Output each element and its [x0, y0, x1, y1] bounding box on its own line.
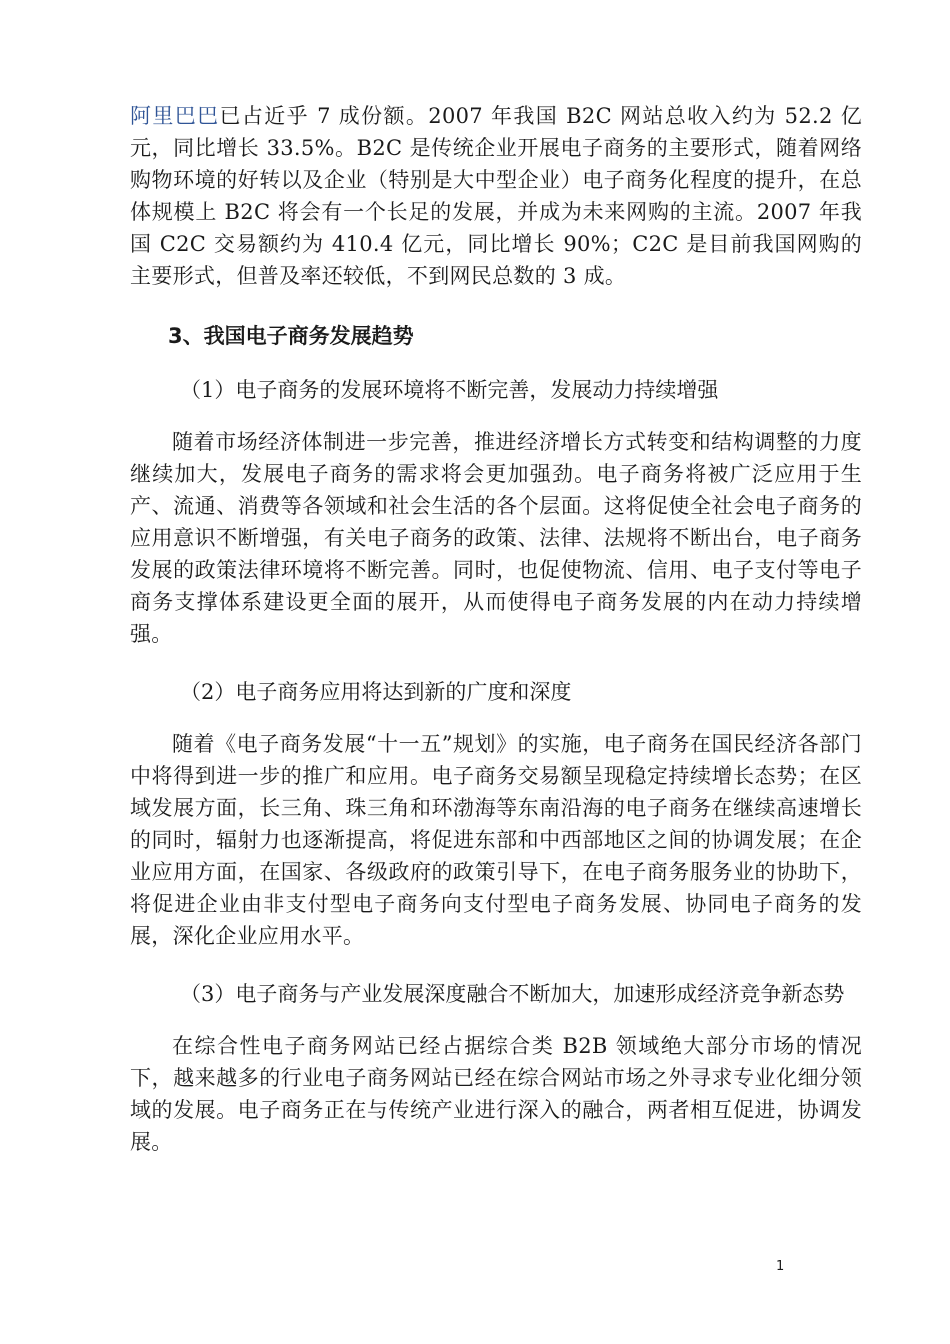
section-heading: 3、我国电子商务发展趋势 — [168, 324, 414, 348]
page-number: 1 — [776, 1259, 785, 1274]
intro-paragraph — [130, 100, 862, 292]
intro-text: 已占近乎 7 成份额。2007 年我国 B2C 网站总收入约为 52.2 亿元，同比增长 33.5%。B2C 是传统企业开展电子商务的主要形式，随着网络购物环境的好转以及企业（特别是大中型企业）电子商务化程度的提升，在总体规模上 B2C 将会有一个长足的发展，并成为未来网购的主流。2007 年我国 C2C 交易额约为 410.4 亿元，同比增长 90%；C2C 是目前我国网购的主要形式，但普及率还较低，不到网民总数的 3 成。 — [130, 104, 862, 288]
alibaba-link-text: 阿里巴巴 — [130, 104, 220, 128]
subheading-3: （3）电子商务与产业发展深度融合不断加大，加速形成经济竞争新态势 — [180, 982, 845, 1006]
paragraph-3: 在综合性电子商务网站已经占据综合类 B2B 领域绝大部分市场的情况下，越来越多的行业电子商务网站已经在综合网站市场之外寻求专业化细分领域的发展。电子商务正在与传统产业进行深入的融合，两者相互促进，协调发展。 — [130, 1034, 862, 1154]
paragraph-1: 随着市场经济体制进一步完善，推进经济增长方式转变和结构调整的力度继续加大，发展电子商务的需求将会更加强劲。电子商务将被广泛应用于生产、流通、消费等各领域和社会生活的各个层面。这将促使全社会电子商务的应用意识不断增强，有关电子商务的政策、法律、法规将不断出台，电子商务发展的政策法律环境将不断完善。同时，也促使物流、信用、电子支付等电子商务支撑体系建设更全面的展开，从而使得电子商务发展的内在动力持续增强。 — [130, 430, 862, 646]
document-body — [130, 100, 862, 1158]
paragraph-2: 随着《电子商务发展“十一五”规划》的实施，电子商务在国民经济各部门中将得到进一步的推广和应用。电子商务交易额呈现稳定持续增长态势；在区域发展方面，长三角、珠三角和环渤海等东南沿海的电子商务在继续高速增长的同时，辐射力也逐渐提高，将促进东部和中西部地区之间的协调发展；在企业应用方面，在国家、各级政府的政策引导下，在电子商务服务业的协助下，将促进企业由非支付型电子商务向支付型电子商务发展、协同电子商务的发展，深化企业应用水平。 — [130, 732, 862, 948]
subheading-1: （1）电子商务的发展环境将不断完善，发展动力持续增强 — [180, 378, 719, 402]
subheading-2: （2）电子商务应用将达到新的广度和深度 — [180, 680, 572, 704]
